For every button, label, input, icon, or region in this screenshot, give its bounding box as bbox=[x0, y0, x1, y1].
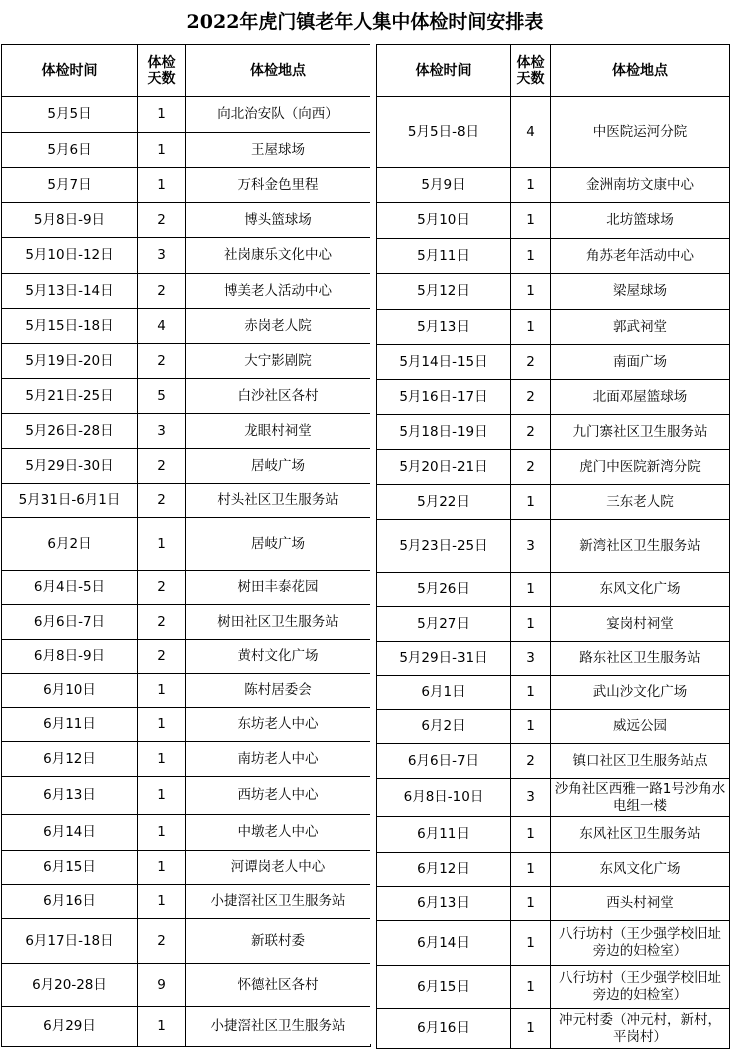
right-cell-time: 5月10日 bbox=[377, 203, 511, 239]
right-cell-place: 三东老人院 bbox=[551, 485, 730, 520]
left-cell-days: 1 bbox=[138, 97, 186, 133]
right-cell-days: 1 bbox=[511, 239, 551, 274]
left-cell-place: 赤岗老人院 bbox=[186, 309, 371, 344]
right-cell-time: 5月27日 bbox=[377, 607, 511, 642]
left-cell-place: 龙眼村祠堂 bbox=[186, 414, 371, 449]
table-row bbox=[2, 379, 371, 414]
table-row bbox=[377, 853, 730, 887]
right-cell-time: 5月12日 bbox=[377, 274, 511, 310]
right-cell-time: 6月2日 bbox=[377, 710, 511, 744]
left-cell-days: 2 bbox=[138, 605, 186, 640]
right-cell-place: 冲元村委（冲元村，新村，平岗村） bbox=[551, 1009, 730, 1049]
right-cell-place: 威远公园 bbox=[551, 710, 730, 744]
right-cell-time: 6月14日 bbox=[377, 921, 511, 966]
left-cell-days: 1 bbox=[138, 777, 186, 815]
right-cell-time: 6月13日 bbox=[377, 887, 511, 921]
right-cell-place: 北坊篮球场 bbox=[551, 203, 730, 239]
left-cell-days: 2 bbox=[138, 919, 186, 964]
table-row bbox=[2, 851, 371, 885]
left-cell-place: 社岗康乐文化中心 bbox=[186, 238, 371, 274]
left-cell-place: 小捷滘社区卫生服务站 bbox=[186, 1007, 371, 1047]
left-cell-place: 向北治安队（向西） bbox=[186, 97, 371, 133]
left-cell-days: 1 bbox=[138, 815, 186, 851]
right-cell-days: 1 bbox=[511, 485, 551, 520]
right-cell-time: 5月18日-19日 bbox=[377, 415, 511, 450]
right-cell-time: 5月29日-31日 bbox=[377, 642, 511, 676]
right-cell-days: 1 bbox=[511, 966, 551, 1009]
right-cell-days: 1 bbox=[511, 676, 551, 710]
right-cell-time: 6月11日 bbox=[377, 817, 511, 853]
table-row bbox=[377, 274, 730, 310]
left-cell-place: 树田社区卫生服务站 bbox=[186, 605, 371, 640]
left-cell-time: 5月8日-9日 bbox=[2, 203, 138, 238]
left-cell-place: 博头篮球场 bbox=[186, 203, 371, 238]
table-row bbox=[2, 964, 371, 1007]
right-cell-place: 金洲南坊文康中心 bbox=[551, 168, 730, 203]
right-cell-place: 东风文化广场 bbox=[551, 573, 730, 607]
left-cell-time: 5月7日 bbox=[2, 168, 138, 203]
left-cell-days: 2 bbox=[138, 203, 186, 238]
table-row bbox=[2, 97, 371, 133]
right-cell-time: 5月26日 bbox=[377, 573, 511, 607]
left-cell-place: 黄村文化广场 bbox=[186, 640, 371, 674]
right-cell-time: 5月9日 bbox=[377, 168, 511, 203]
left-cell-place: 小捷滘社区卫生服务站 bbox=[186, 885, 371, 919]
left-cell-place: 居岐广场 bbox=[186, 449, 371, 484]
table-row bbox=[2, 133, 371, 168]
table-row bbox=[377, 485, 730, 520]
right-cell-time: 5月20日-21日 bbox=[377, 450, 511, 485]
left-cell-place: 大宁影剧院 bbox=[186, 344, 371, 379]
left-cell-place: 树田丰泰花园 bbox=[186, 571, 371, 605]
table-row bbox=[2, 605, 371, 640]
right-cell-time: 5月14日-15日 bbox=[377, 345, 511, 380]
right-cell-place: 新湾社区卫生服务站 bbox=[551, 520, 730, 573]
table-row bbox=[377, 380, 730, 415]
table-row bbox=[2, 742, 371, 777]
left-cell-place: 新联村委 bbox=[186, 919, 371, 964]
left-cell-days: 1 bbox=[138, 708, 186, 742]
table-row bbox=[2, 484, 371, 518]
table-row bbox=[377, 676, 730, 710]
left-cell-time: 6月8日-9日 bbox=[2, 640, 138, 674]
table-row bbox=[2, 885, 371, 919]
left-cell-days: 1 bbox=[138, 851, 186, 885]
table-row bbox=[2, 168, 371, 203]
table-row bbox=[377, 573, 730, 607]
right-cell-days: 1 bbox=[511, 168, 551, 203]
right-header-days: 体检 天数 bbox=[511, 45, 551, 97]
left-cell-time: 5月15日-18日 bbox=[2, 309, 138, 344]
right-cell-time: 5月22日 bbox=[377, 485, 511, 520]
left-header-days: 体检 天数 bbox=[138, 45, 186, 97]
right-cell-place: 虎门中医院新湾分院 bbox=[551, 450, 730, 485]
left-cell-place: 博美老人活动中心 bbox=[186, 274, 371, 309]
left-cell-time: 5月10日-12日 bbox=[2, 238, 138, 274]
left-cell-days: 1 bbox=[138, 742, 186, 777]
table-row bbox=[2, 640, 371, 674]
right-cell-days: 3 bbox=[511, 779, 551, 817]
left-cell-days: 4 bbox=[138, 309, 186, 344]
right-cell-days: 1 bbox=[511, 921, 551, 966]
right-cell-days: 1 bbox=[511, 203, 551, 239]
schedule-table-left bbox=[1, 44, 371, 1047]
table-row bbox=[377, 744, 730, 779]
left-cell-time: 5月19日-20日 bbox=[2, 344, 138, 379]
table-row bbox=[377, 203, 730, 239]
right-cell-days: 2 bbox=[511, 744, 551, 779]
table-row bbox=[377, 607, 730, 642]
left-cell-days: 2 bbox=[138, 274, 186, 309]
right-cell-place: 沙角社区西雅一路1号沙角水电组一楼 bbox=[551, 779, 730, 817]
right-cell-place: 八行坊村（王少强学校旧址旁边的妇检室） bbox=[551, 966, 730, 1009]
left-cell-place: 怀德社区各村 bbox=[186, 964, 371, 1007]
left-cell-place: 白沙社区各村 bbox=[186, 379, 371, 414]
table-row bbox=[2, 414, 371, 449]
left-cell-time: 6月15日 bbox=[2, 851, 138, 885]
right-cell-place: 镇口社区卫生服务站点 bbox=[551, 744, 730, 779]
right-cell-days: 2 bbox=[511, 380, 551, 415]
left-cell-place: 王屋球场 bbox=[186, 133, 371, 168]
right-header-place: 体检地点 bbox=[551, 45, 730, 97]
table-row bbox=[2, 203, 371, 238]
right-cell-place: 东风社区卫生服务站 bbox=[551, 817, 730, 853]
table-row bbox=[377, 966, 730, 1009]
right-cell-place: 角苏老年活动中心 bbox=[551, 239, 730, 274]
left-cell-place: 中墩老人中心 bbox=[186, 815, 371, 851]
table-row bbox=[2, 708, 371, 742]
left-cell-time: 6月20-28日 bbox=[2, 964, 138, 1007]
left-cell-place: 居岐广场 bbox=[186, 518, 371, 571]
table-row bbox=[377, 710, 730, 744]
left-cell-time: 6月17日-18日 bbox=[2, 919, 138, 964]
left-cell-time: 5月21日-25日 bbox=[2, 379, 138, 414]
left-cell-time: 6月14日 bbox=[2, 815, 138, 851]
right-cell-time: 6月8日-10日 bbox=[377, 779, 511, 817]
left-cell-time: 6月2日 bbox=[2, 518, 138, 571]
right-cell-days: 1 bbox=[511, 853, 551, 887]
left-cell-time: 6月29日 bbox=[2, 1007, 138, 1047]
right-cell-time: 5月11日 bbox=[377, 239, 511, 274]
left-cell-time: 5月13日-14日 bbox=[2, 274, 138, 309]
table-row bbox=[2, 344, 371, 379]
right-cell-time: 5月13日 bbox=[377, 310, 511, 345]
left-cell-place: 万科金色里程 bbox=[186, 168, 371, 203]
left-cell-time: 6月12日 bbox=[2, 742, 138, 777]
left-cell-time: 5月6日 bbox=[2, 133, 138, 168]
right-cell-place: 八行坊村（王少强学校旧址旁边的妇检室） bbox=[551, 921, 730, 966]
table-row bbox=[2, 238, 371, 274]
right-cell-place: 南面广场 bbox=[551, 345, 730, 380]
table-row bbox=[377, 817, 730, 853]
right-cell-place: 西头村祠堂 bbox=[551, 887, 730, 921]
right-cell-place: 路东社区卫生服务站 bbox=[551, 642, 730, 676]
table-row bbox=[2, 449, 371, 484]
table-row bbox=[377, 97, 730, 168]
right-cell-days: 1 bbox=[511, 887, 551, 921]
right-cell-place: 郭武祠堂 bbox=[551, 310, 730, 345]
right-cell-place: 宴岗村祠堂 bbox=[551, 607, 730, 642]
right-cell-days: 1 bbox=[511, 274, 551, 310]
left-cell-days: 2 bbox=[138, 449, 186, 484]
right-cell-days: 2 bbox=[511, 415, 551, 450]
table-row bbox=[377, 1009, 730, 1049]
left-header-place: 体检地点 bbox=[186, 45, 371, 97]
right-cell-time: 6月16日 bbox=[377, 1009, 511, 1049]
table-row bbox=[2, 919, 371, 964]
table-row bbox=[2, 1007, 371, 1047]
right-cell-place: 中医院运河分院 bbox=[551, 97, 730, 168]
table-row bbox=[377, 921, 730, 966]
table-row bbox=[377, 642, 730, 676]
right-cell-days: 1 bbox=[511, 1009, 551, 1049]
table-row bbox=[377, 779, 730, 817]
right-cell-days: 3 bbox=[511, 642, 551, 676]
table-row bbox=[2, 309, 371, 344]
table-row bbox=[377, 345, 730, 380]
left-cell-place: 东坊老人中心 bbox=[186, 708, 371, 742]
left-cell-place: 河谭岗老人中心 bbox=[186, 851, 371, 885]
right-cell-place: 武山沙文化广场 bbox=[551, 676, 730, 710]
right-cell-place: 东风文化广场 bbox=[551, 853, 730, 887]
right-cell-days: 1 bbox=[511, 310, 551, 345]
table-row bbox=[377, 415, 730, 450]
right-cell-place: 梁屋球场 bbox=[551, 274, 730, 310]
left-cell-time: 5月29日-30日 bbox=[2, 449, 138, 484]
schedule-table-right bbox=[376, 44, 730, 1049]
left-cell-time: 6月16日 bbox=[2, 885, 138, 919]
left-cell-time: 5月26日-28日 bbox=[2, 414, 138, 449]
table-row bbox=[377, 168, 730, 203]
table-row bbox=[2, 571, 371, 605]
right-cell-days: 1 bbox=[511, 573, 551, 607]
right-cell-days: 4 bbox=[511, 97, 551, 168]
left-cell-place: 陈村居委会 bbox=[186, 674, 371, 708]
left-cell-days: 1 bbox=[138, 674, 186, 708]
right-cell-days: 3 bbox=[511, 520, 551, 573]
left-cell-time: 5月5日 bbox=[2, 97, 138, 133]
left-cell-days: 1 bbox=[138, 133, 186, 168]
left-cell-place: 南坊老人中心 bbox=[186, 742, 371, 777]
right-cell-days: 1 bbox=[511, 710, 551, 744]
right-cell-time: 5月16日-17日 bbox=[377, 380, 511, 415]
right-cell-days: 2 bbox=[511, 345, 551, 380]
table-row bbox=[377, 239, 730, 274]
right-cell-time: 5月5日-8日 bbox=[377, 97, 511, 168]
right-cell-place: 北面邓屋篮球场 bbox=[551, 380, 730, 415]
right-cell-time: 6月15日 bbox=[377, 966, 511, 1009]
right-header-time: 体检时间 bbox=[377, 45, 511, 97]
page-title: 2022年虎门镇老年人集中体检时间安排表 bbox=[186, 11, 544, 33]
left-cell-days: 2 bbox=[138, 344, 186, 379]
left-cell-days: 1 bbox=[138, 885, 186, 919]
left-cell-place: 村头社区卫生服务站 bbox=[186, 484, 371, 518]
left-cell-time: 6月13日 bbox=[2, 777, 138, 815]
left-cell-time: 6月10日 bbox=[2, 674, 138, 708]
left-cell-place: 西坊老人中心 bbox=[186, 777, 371, 815]
table-row bbox=[2, 274, 371, 309]
left-cell-days: 2 bbox=[138, 640, 186, 674]
left-cell-days: 9 bbox=[138, 964, 186, 1007]
table-row bbox=[2, 815, 371, 851]
right-cell-days: 1 bbox=[511, 607, 551, 642]
left-cell-days: 3 bbox=[138, 414, 186, 449]
left-cell-days: 1 bbox=[138, 1007, 186, 1047]
table-row bbox=[2, 777, 371, 815]
left-cell-days: 3 bbox=[138, 238, 186, 274]
left-header-time: 体检时间 bbox=[2, 45, 138, 97]
table-row bbox=[2, 518, 371, 571]
left-cell-time: 5月31日-6月1日 bbox=[2, 484, 138, 518]
table-row bbox=[377, 887, 730, 921]
right-cell-days: 1 bbox=[511, 817, 551, 853]
left-cell-days: 1 bbox=[138, 168, 186, 203]
table-row bbox=[377, 310, 730, 345]
right-cell-days: 2 bbox=[511, 450, 551, 485]
right-cell-time: 6月6日-7日 bbox=[377, 744, 511, 779]
left-cell-days: 2 bbox=[138, 484, 186, 518]
left-cell-days: 5 bbox=[138, 379, 186, 414]
left-cell-days: 2 bbox=[138, 571, 186, 605]
right-cell-time: 6月12日 bbox=[377, 853, 511, 887]
left-cell-time: 6月4日-5日 bbox=[2, 571, 138, 605]
left-cell-time: 6月6日-7日 bbox=[2, 605, 138, 640]
left-cell-time: 6月11日 bbox=[2, 708, 138, 742]
left-cell-days: 1 bbox=[138, 518, 186, 571]
right-cell-time: 5月23日-25日 bbox=[377, 520, 511, 573]
table-row bbox=[377, 450, 730, 485]
table-row bbox=[377, 520, 730, 573]
table-row bbox=[2, 674, 371, 708]
right-cell-place: 九门寨社区卫生服务站 bbox=[551, 415, 730, 450]
right-cell-time: 6月1日 bbox=[377, 676, 511, 710]
